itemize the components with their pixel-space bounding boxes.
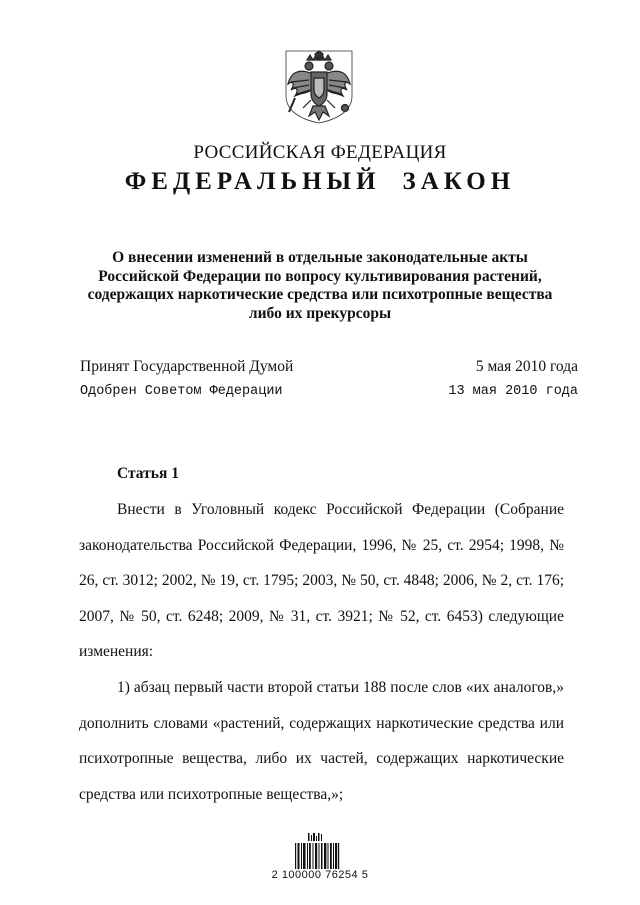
paragraph-text: Внести в Уголовный кодекс Российской Федерации (Собрание законодательства Российской Федерации, 1996, № 25, ст. 2954; 1998, № 26, ст. 3012; 2002, № 19, ст. 1795; 2003, № 50, ст. 4848; 2006, № 2, ст. 176; 2007, № 50, ст. 6248; 2009, № 31, ст. 3921; № 52, ст. 6453) следующие изменения: xyxy=(79,501,564,660)
article-heading: Статья 1 xyxy=(117,465,179,482)
article-paragraph xyxy=(79,492,564,670)
law-title-word-1: ФЕДЕРАЛЬНЫЙ xyxy=(124,168,381,195)
double-headed-eagle-icon xyxy=(285,50,353,124)
adoption-date: 13 мая 2010 года xyxy=(448,384,578,399)
adoption-label: Одобрен Советом Федерации xyxy=(80,384,283,399)
adoption-label: Принят Государственной Думой xyxy=(80,358,294,375)
law-title xyxy=(0,168,640,196)
adoption-date: 5 мая 2010 года xyxy=(475,358,578,375)
law-subject: О внесении изменений в отдельные законодательные акты Российской Федерации по вопросу культивирования растений, содержащих наркотические средства или психотропные вещества либо их прекурсоры xyxy=(87,249,553,322)
paragraph-text: 1) абзац первый части второй статьи 188 после слов «их аналогов,» дополнить словами «растений, содержащих наркотические средства или психотропные вещества, либо их частей, содержащих наркотические средства или психотропные вещества,»; xyxy=(79,679,564,803)
country-name: РОССИЙСКАЯ ФЕДЕРАЦИЯ xyxy=(193,142,447,163)
article-paragraph xyxy=(79,670,564,812)
barcode-number: 2 100000 76254 5 xyxy=(271,869,369,881)
law-title-word-2: ЗАКОН xyxy=(402,168,516,195)
